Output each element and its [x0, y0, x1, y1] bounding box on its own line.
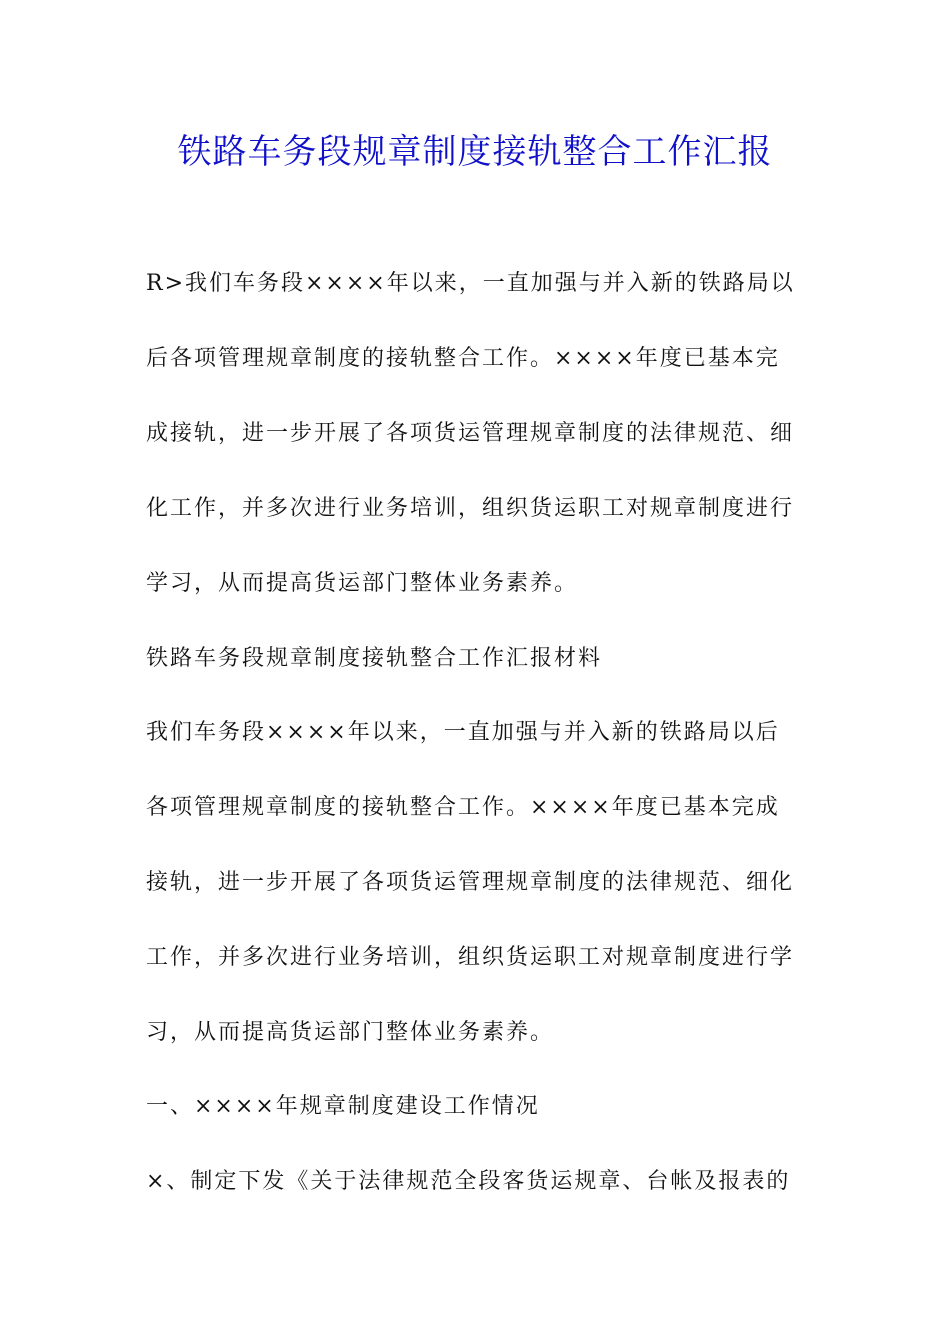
paragraph-1-line-3: 成接轨，进一步开展了各项货运管理规章制度的法律规范、细 — [146, 421, 795, 446]
paragraph-2-line-2: 各项管理规章制度的接轨整合工作。××××年度已基本完成 — [146, 795, 780, 820]
paragraph-3-line-1: ×、制定下发《关于法律规范全段客货运规章、台帐及报表的 — [146, 1169, 791, 1194]
paragraph-2-line-1: 我们车务段××××年以来，一直加强与并入新的铁路局以后 — [146, 720, 780, 745]
subtitle-line: 铁路车务段规章制度接轨整合工作汇报材料 — [146, 646, 603, 671]
paragraph-1-line-1: R>我们车务段××××年以来，一直加强与并入新的铁路局以 — [146, 271, 795, 296]
document-title: 铁路车务段规章制度接轨整合工作汇报 — [177, 132, 773, 172]
paragraph-2-line-3: 接轨，进一步开展了各项货运管理规章制度的法律规范、细化 — [146, 870, 795, 895]
paragraph-1-line-4: 化工作，并多次进行业务培训，组织货运职工对规章制度进行 — [146, 496, 795, 521]
section-heading: 一、××××年规章制度建设工作情况 — [146, 1094, 540, 1119]
paragraph-2-line-4: 工作，并多次进行业务培训，组织货运职工对规章制度进行学 — [146, 945, 795, 970]
paragraph-1-line-5: 学习，从而提高货运部门整体业务素养。 — [146, 571, 579, 596]
paragraph-2-line-5: 习，从而提高货运部门整体业务素养。 — [146, 1020, 555, 1045]
paragraph-1-line-2: 后各项管理规章制度的接轨整合工作。××××年度已基本完 — [146, 346, 780, 371]
